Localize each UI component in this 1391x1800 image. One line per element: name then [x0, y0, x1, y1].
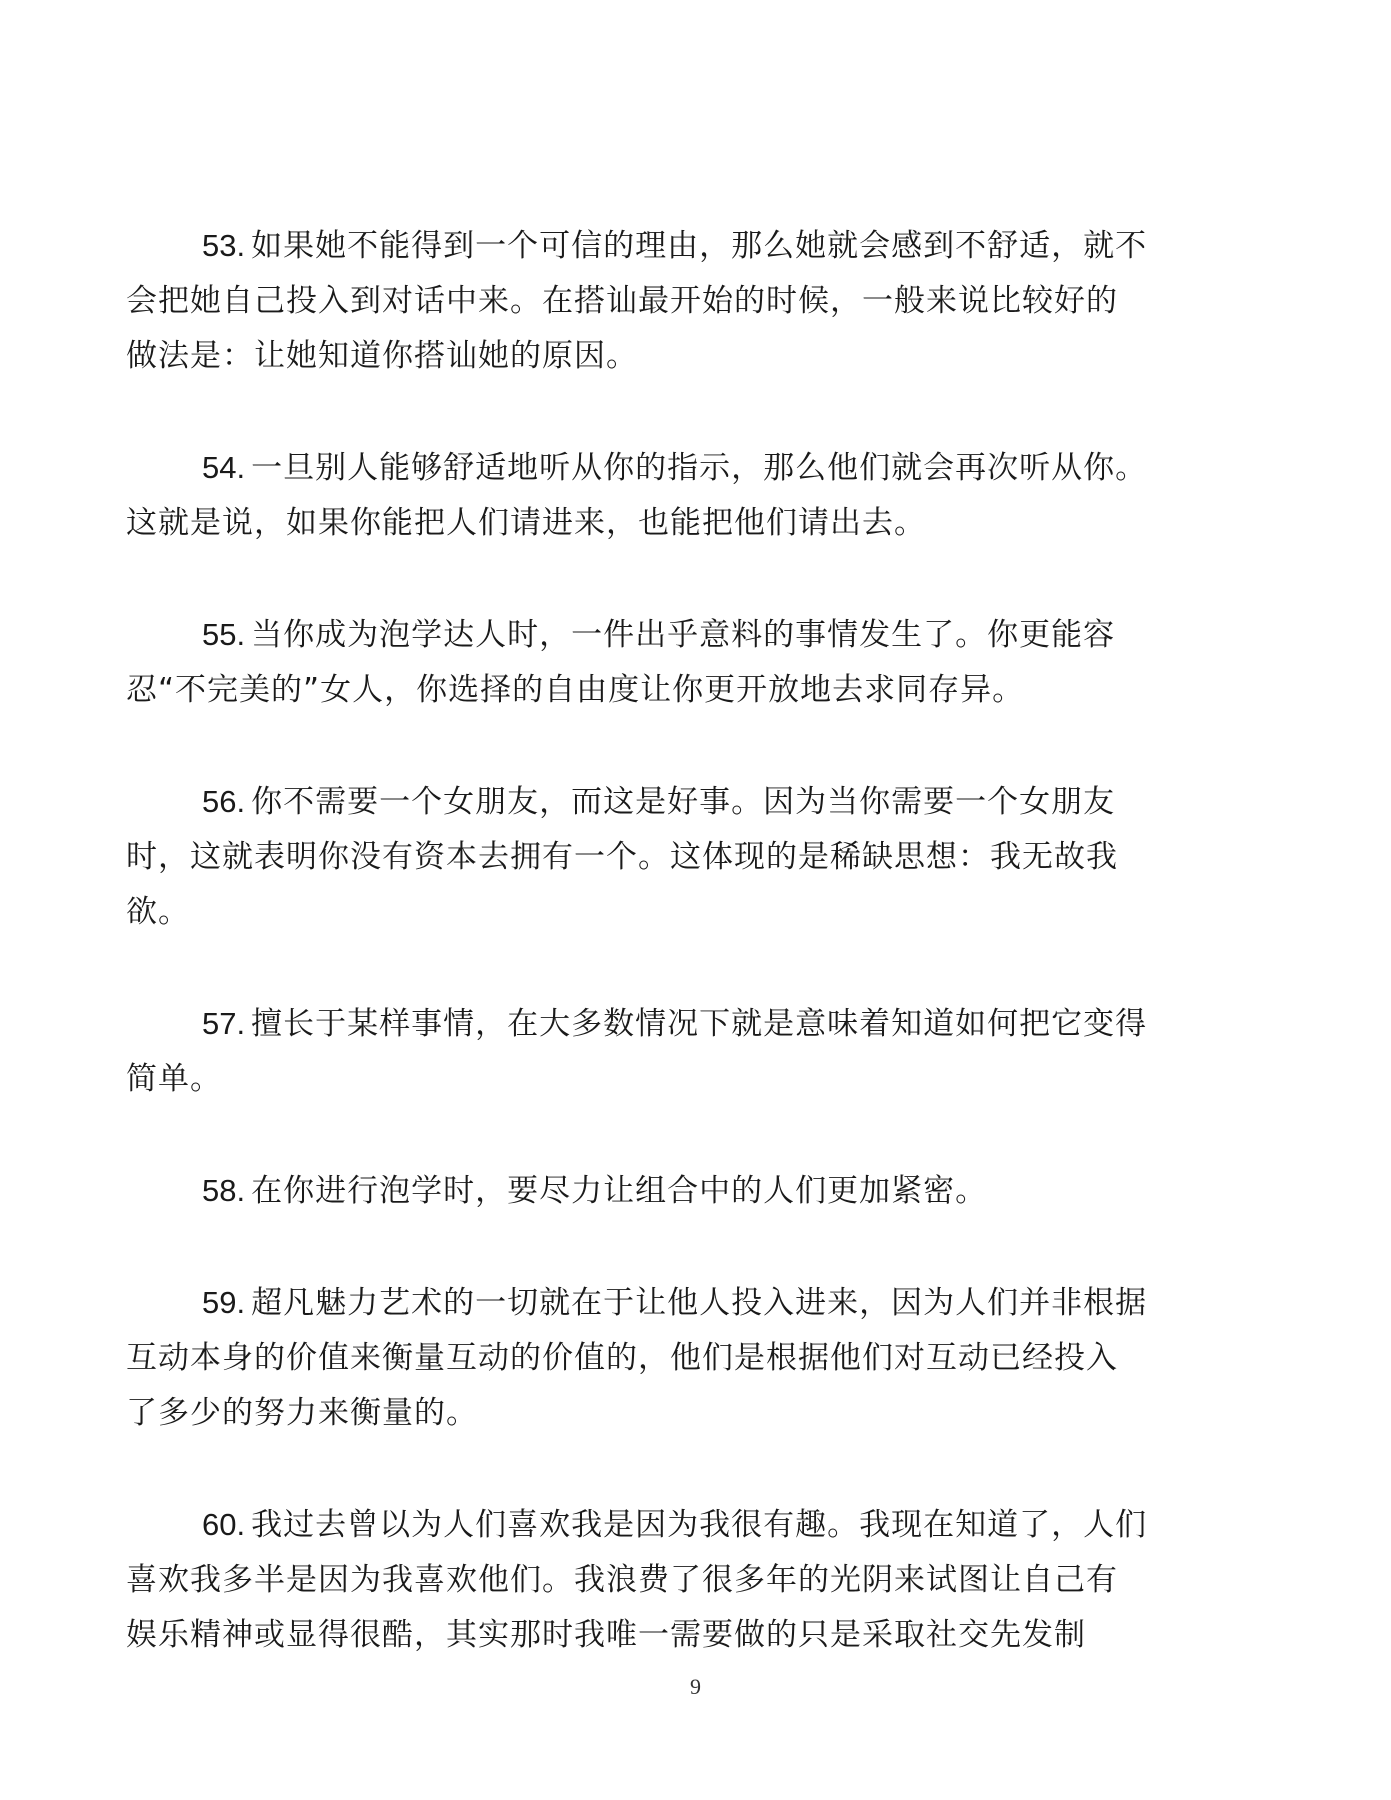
paragraph-line: 当你成为泡学达人时，一件出乎意料的事情发生了。你更能容 — [251, 617, 1116, 653]
paragraph-line: 我过去曾以为人们喜欢我是因为我很有趣。我现在知道了，人们 — [251, 1507, 1148, 1543]
paragraph-line: 时，这就表明你没有资本去拥有一个。这体现的是稀缺思想：我无故我 — [126, 839, 1118, 875]
paragraph-line: 忍“不完美的”女人，你选择的自由度让你更开放地去求同存异。 — [126, 672, 1025, 708]
paragraph-line: 在你进行泡学时，要尽力让组合中的人们更加紧密。 — [251, 1173, 988, 1209]
paragraph-line: 欲。 — [126, 894, 190, 930]
item-number: 59. — [202, 1285, 246, 1320]
paragraph-line: 做法是：让她知道你搭讪她的原因。 — [126, 338, 638, 374]
paragraph-line: 超凡魅力艺术的一切就在于让他人投入进来，因为人们并非根据 — [251, 1285, 1148, 1321]
paragraph-line: 一旦别人能够舒适地听从你的指示，那么他们就会再次听从你。 — [251, 450, 1148, 486]
paragraph-line: 这就是说，如果你能把人们请进来，也能把他们请出去。 — [126, 505, 926, 541]
item-number: 57. — [202, 1006, 246, 1041]
paragraph-55 — [126, 607, 1224, 718]
paragraph-54 — [126, 440, 1224, 551]
paragraph-line: 娱乐精神或显得很酷，其实那时我唯一需要做的只是采取社交先发制 — [126, 1617, 1086, 1653]
paragraph-59 — [126, 1275, 1224, 1441]
paragraph-line: 你不需要一个女朋友，而这是好事。因为当你需要一个女朋友 — [251, 784, 1116, 820]
item-number: 58. — [202, 1173, 246, 1208]
page-number: 9 — [690, 1674, 701, 1699]
paragraph-line: 互动本身的价值来衡量互动的价值的，他们是根据他们对互动已经投入 — [126, 1340, 1118, 1376]
paragraph-56 — [126, 774, 1224, 940]
paragraph-line: 会把她自己投入到对话中来。在搭讪最开始的时候，一般来说比较好的 — [126, 283, 1118, 319]
paragraph-line: 喜欢我多半是因为我喜欢他们。我浪费了很多年的光阴来试图让自己有 — [126, 1562, 1118, 1598]
paragraph-line: 擅长于某样事情，在大多数情况下就是意味着知道如何把它变得 — [251, 1006, 1148, 1042]
item-number: 54. — [202, 450, 246, 485]
page-content — [126, 218, 1224, 1719]
paragraph-line: 简单。 — [126, 1061, 222, 1097]
item-number: 60. — [202, 1507, 246, 1542]
paragraph-53 — [126, 218, 1224, 384]
paragraph-58 — [164, 1163, 1224, 1219]
paragraph-60 — [126, 1497, 1224, 1663]
paragraph-line: 如果她不能得到一个可信的理由，那么她就会感到不舒适，就不 — [251, 228, 1148, 264]
item-number: 56. — [202, 784, 246, 819]
paragraph-line: 了多少的努力来衡量的。 — [126, 1395, 478, 1431]
item-number: 53. — [202, 228, 246, 263]
paragraph-57 — [126, 996, 1224, 1107]
item-number: 55. — [202, 617, 246, 652]
